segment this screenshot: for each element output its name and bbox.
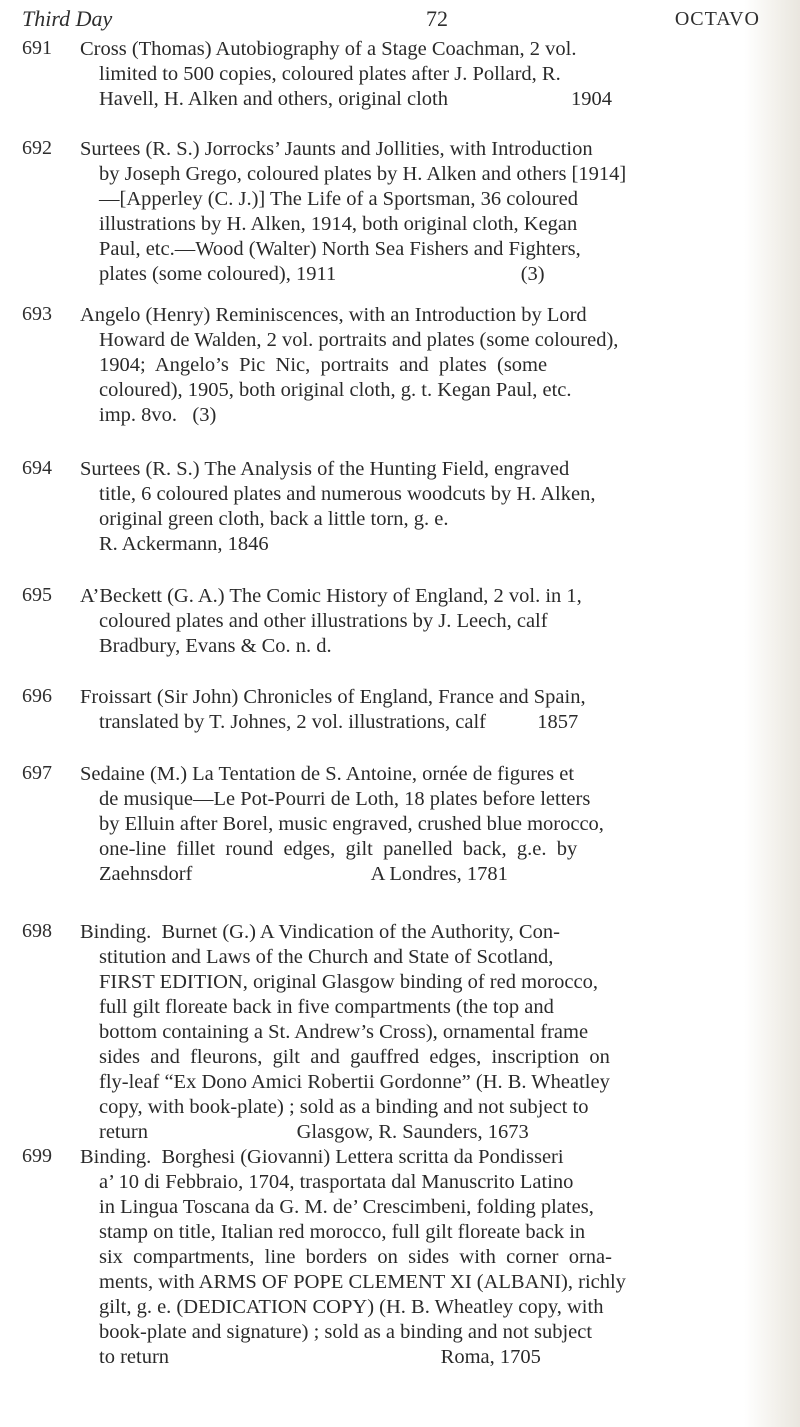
lot-description-line: by Joseph Grego, coloured plates by H. Alken and others [1914] [99, 163, 627, 185]
lot-number: 692 [22, 137, 52, 159]
lot-description-line: in Lingua Toscana da G. M. de’ Crescimbeni, folding plates, [99, 1196, 594, 1218]
lot-description-line: copy, with book-plate) ; sold as a binding and not subject to [99, 1096, 589, 1118]
lot-description-line: return Glasgow, R. Saunders, 1673 [99, 1121, 529, 1143]
lot-description-line: Binding. Borghesi (Giovanni) Lettera scritta da Pondisseri [80, 1146, 564, 1168]
lot-description [80, 762, 770, 887]
lot-description-line: full gilt floreate back in five compartments (the top and [99, 996, 554, 1018]
lot-description [80, 584, 770, 659]
header-section: OCTAVO [674, 8, 760, 30]
page-header [22, 6, 760, 40]
lot-description-line: gilt, g. e. (DEDICATION COPY) (H. B. Wheatley copy, with [99, 1296, 604, 1318]
lot-description-line: six compartments, line borders on sides with corner orna- [99, 1246, 612, 1268]
header-day: Third Day [22, 6, 113, 31]
lot-description [80, 457, 770, 557]
lot-description [80, 37, 770, 112]
lot-description-line: R. Ackermann, 1846 [99, 533, 269, 555]
lot-description-line: Sedaine (M.) La Tentation de S. Antoine, ornée de figures et [80, 763, 575, 785]
lot-description [80, 920, 770, 1145]
lot-description-line: illustrations by H. Alken, 1914, both original cloth, Kegan [99, 213, 578, 235]
lot-description-line: Bradbury, Evans & Co. n. d. [99, 635, 332, 657]
lot-description-line: a’ 10 di Febbraio, 1704, trasportata dal Manuscrito Latino [99, 1171, 574, 1193]
lot-number: 697 [22, 762, 52, 784]
lot-description-line: Paul, etc.—Wood (Walter) North Sea Fishers and Fighters, [99, 238, 581, 260]
lot-description-line: Surtees (R. S.) The Analysis of the Hunting Field, engraved [80, 458, 570, 480]
lot-description-line: Froissart (Sir John) Chronicles of England, France and Spain, [80, 686, 586, 708]
lot-number: 694 [22, 457, 52, 479]
lot-description-line: A’Beckett (G. A.) The Comic History of England, 2 vol. in 1, [80, 585, 582, 607]
lot-number: 695 [22, 584, 52, 606]
lot-description-line: stitution and Laws of the Church and State of Scotland, [99, 946, 554, 968]
lot-description-line: Cross (Thomas) Autobiography of a Stage Coachman, 2 vol. [80, 38, 577, 60]
lot-description-line: one-line fillet round edges, gilt panelled back, g.e. by [99, 838, 578, 860]
lot-description [80, 1145, 770, 1370]
lot-number: 693 [22, 303, 52, 325]
lot-number: 691 [22, 37, 52, 59]
lot-description-line: stamp on title, Italian red morocco, full gilt floreate back in [99, 1221, 586, 1243]
lot-description-line: sides and fleurons, gilt and gauffred edges, inscription on [99, 1046, 610, 1068]
lot-description [80, 303, 770, 428]
lot-description-line: Zaehnsdorf A Londres, 1781 [99, 863, 508, 885]
lot-description-line: title, 6 coloured plates and numerous woodcuts by H. Alken, [99, 483, 596, 505]
lot-description-line: limited to 500 copies, coloured plates after J. Pollard, R. [99, 63, 561, 85]
lot-description-line: —[Apperley (C. J.)] The Life of a Sportsman, 36 coloured [99, 188, 578, 210]
lot-description-line: to return Roma, 1705 [99, 1346, 541, 1368]
lot-number: 696 [22, 685, 52, 707]
lot-description [80, 685, 770, 735]
lot-description-line: by Elluin after Borel, music engraved, crushed blue morocco, [99, 813, 604, 835]
lot-description-line: plates (some coloured), 1911 (3) [99, 263, 545, 285]
lot-description-line: Havell, H. Alken and others, original cloth 1904 [99, 88, 612, 110]
lot-description-line: coloured plates and other illustrations by J. Leech, calf [99, 610, 548, 632]
lot-description-line: Angelo (Henry) Reminiscences, with an Introduction by Lord [80, 304, 587, 326]
lot-number: 699 [22, 1145, 52, 1167]
header-page-number: 72 [426, 6, 448, 31]
lot-description-line: translated by T. Johnes, 2 vol. illustrations, calf 1857 [99, 711, 579, 733]
lot-description-line: FIRST EDITION, original Glasgow binding of red morocco, [99, 971, 598, 993]
lot-description-line: original green cloth, back a little torn, g. e. [99, 508, 449, 530]
lot-description-line: Surtees (R. S.) Jorrocks’ Jaunts and Jollities, with Introduction [80, 138, 593, 160]
lot-description-line: coloured), 1905, both original cloth, g. t. Kegan Paul, etc. [99, 379, 572, 401]
lot-number: 698 [22, 920, 52, 942]
lot-description-line: Binding. Burnet (G.) A Vindication of the Authority, Con- [80, 921, 560, 943]
lot-description-line: ments, with ARMS OF POPE CLEMENT XI (ALBANI), richly [99, 1271, 626, 1293]
lot-description-line: imp. 8vo. (3) [99, 404, 217, 426]
lot-description-line: fly-leaf “Ex Dono Amici Robertii Gordonne” (H. B. Wheatley [99, 1071, 610, 1093]
lot-description-line: 1904; Angelo’s Pic Nic, portraits and plates (some [99, 354, 548, 376]
lot-description-line: de musique—Le Pot-Pourri de Loth, 18 plates before letters [99, 788, 591, 810]
lot-description-line: bottom containing a St. Andrew’s Cross), ornamental frame [99, 1021, 589, 1043]
lot-description-line: book-plate and signature) ; sold as a binding and not subject [99, 1321, 593, 1343]
lot-description-line: Howard de Walden, 2 vol. portraits and plates (some coloured), [99, 329, 619, 351]
lot-description [80, 137, 770, 287]
